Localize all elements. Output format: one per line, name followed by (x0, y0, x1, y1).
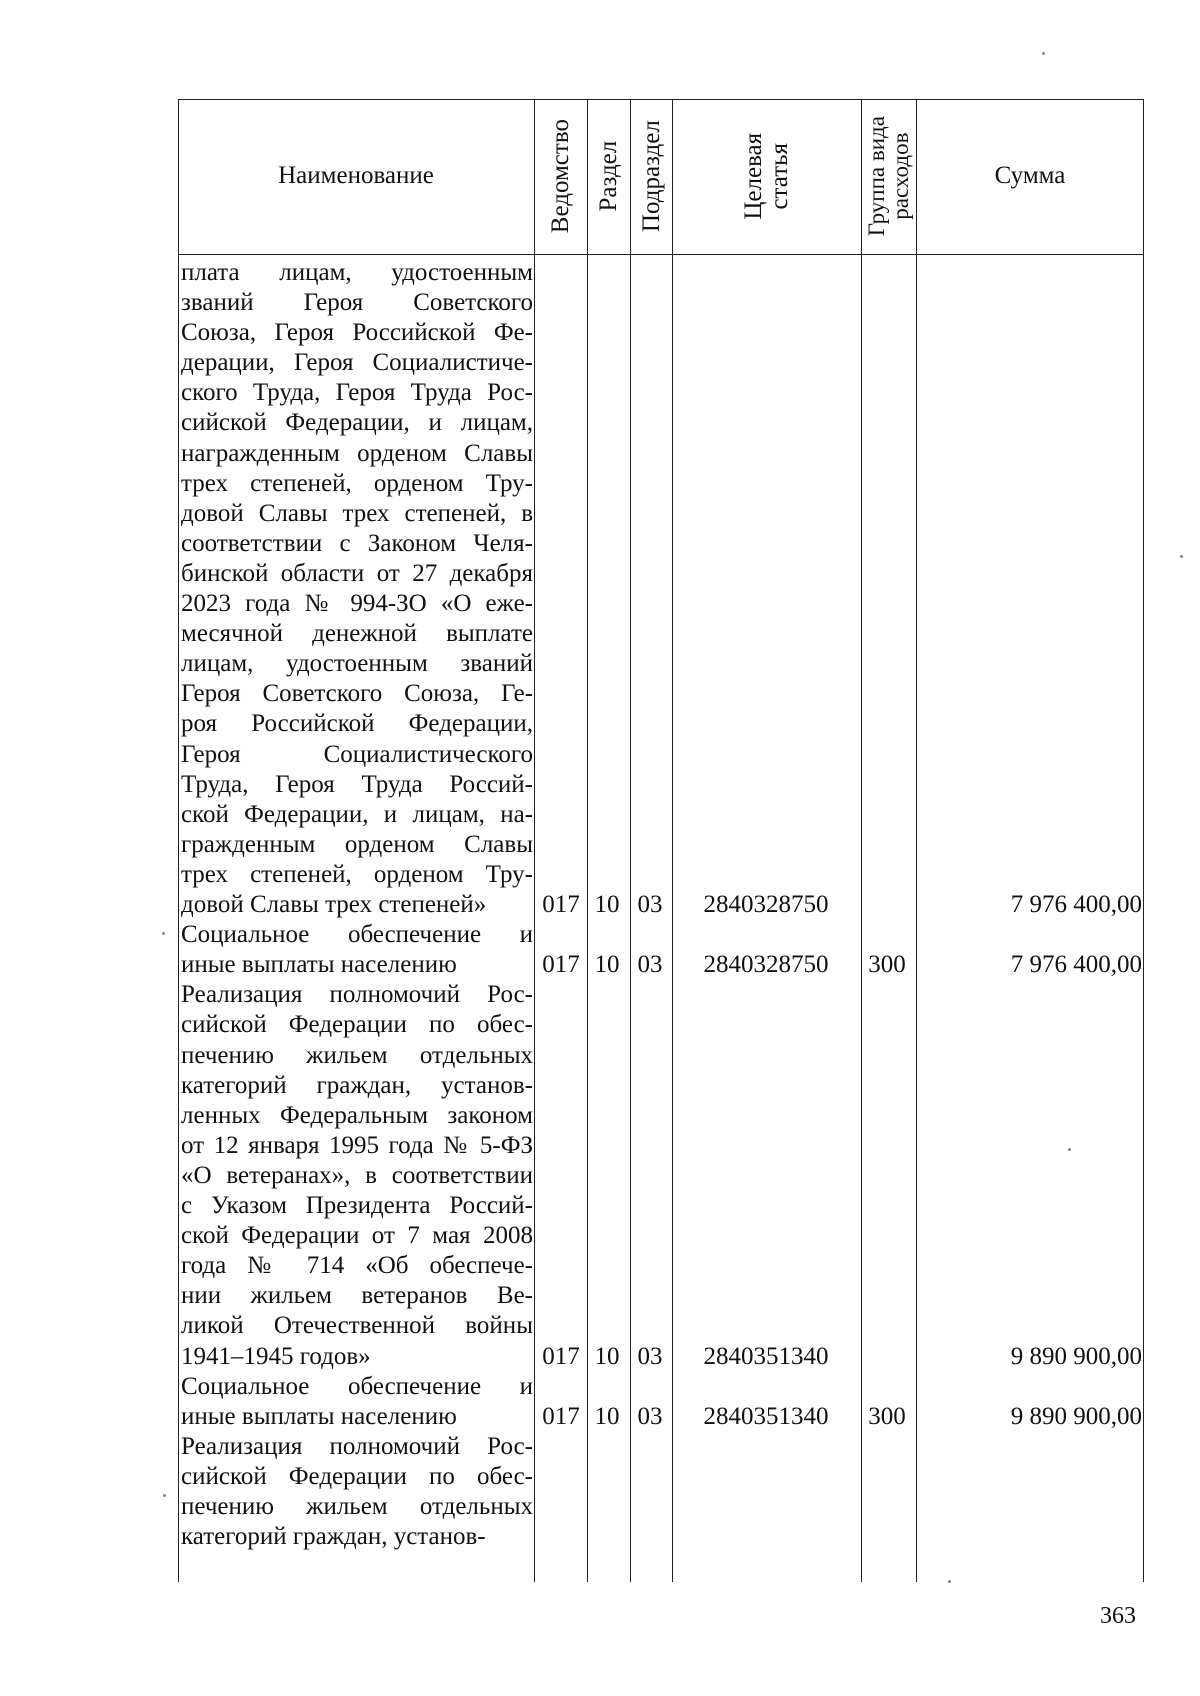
cell-gruppa: 300 (868, 951, 906, 979)
cell-razdel: 10 (594, 951, 620, 979)
row-name-line: Социальное обеспечение и (181, 1372, 533, 1400)
cell-vedomstvo: 017 (542, 891, 580, 919)
row-name-line: сийской Федерации по обес- (181, 1011, 533, 1039)
row-name (181, 920, 533, 980)
cell-summa: 9 890 900,00 (1010, 1402, 1142, 1430)
table-border-left (178, 99, 179, 1582)
cell-podrazdel: 03 (637, 891, 663, 919)
row-name-line: ликой Отечественной войны (181, 1312, 533, 1340)
row-name-line: ского Труда, Героя Труда Рос- (181, 379, 533, 407)
row-name (181, 1432, 533, 1552)
row-name-line: от 12 января 1995 года № 5-ФЗ (181, 1131, 533, 1159)
column-divider (630, 99, 631, 1582)
row-name-line: категорий граждан, установ- (181, 1071, 533, 1099)
cell-podrazdel: 03 (637, 1402, 663, 1430)
row-name-line: печению жильем отдельных (181, 1493, 533, 1521)
row-name-line: награжденным орденом Славы (181, 439, 533, 467)
row-name-line: Труда, Героя Труда Россий- (181, 770, 533, 798)
scan-speck (948, 1580, 951, 1583)
row-name-line: ской Федерации от 7 мая 2008 (181, 1222, 533, 1250)
page-number: 363 (1100, 1603, 1136, 1629)
row-name-line: довой Славы трех степеней, в (181, 499, 533, 527)
cell-razdel: 10 (594, 1402, 620, 1430)
row-name-line: 2023 года № 994-ЗО «О еже- (181, 590, 533, 618)
header-gruppa-line2: расходов (888, 132, 914, 221)
row-name-line: бинской области от 27 декабря (181, 559, 533, 587)
row-name-line: трех степеней, орденом Тру- (181, 860, 533, 888)
row-name-line: довой Славы трех степеней» (181, 890, 487, 918)
header-celevaya-line1: Целевая (739, 133, 767, 220)
row-name-line: Союза, Героя Российской Фе- (181, 319, 533, 347)
row-name-line: иные выплаты населению (181, 951, 457, 979)
header-celevaya (673, 99, 861, 254)
scan-speck (1068, 1148, 1071, 1151)
cell-summa: 9 890 900,00 (1010, 1342, 1142, 1370)
scan-speck (162, 932, 165, 935)
header-gruppa-line1: Группа вида (863, 116, 889, 237)
row-name-line: лицам, удостоенным званий (181, 650, 533, 678)
row-name-line: Реализация полномочий Рос- (181, 981, 533, 1009)
header-gruppa (862, 99, 916, 254)
cell-summa: 7 976 400,00 (1010, 891, 1142, 919)
column-divider (587, 99, 588, 1582)
column-divider (672, 99, 673, 1582)
row-name-line: 1941–1945 годов» (181, 1342, 371, 1370)
cell-gruppa: 300 (868, 1402, 906, 1430)
header-summa (917, 99, 1143, 254)
row-name (181, 980, 533, 1371)
column-divider (534, 99, 535, 1582)
row-name-line: Героя Советского Союза, Ге- (181, 680, 533, 708)
cell-vedomstvo: 017 (542, 951, 580, 979)
table-border-right (1143, 99, 1144, 1582)
scan-speck (1180, 555, 1183, 558)
row-name-line: категорий граждан, установ- (181, 1523, 486, 1551)
header-podrazdel (631, 99, 672, 254)
column-divider (916, 99, 917, 1582)
row-name-line: сийской Федерации по обес- (181, 1462, 533, 1490)
cell-podrazdel: 03 (637, 1342, 663, 1370)
header-gruppa-label (865, 116, 913, 236)
header-celevaya-line2: статья (765, 143, 793, 210)
row-name-line: «О ветеранах», в соответствии (181, 1161, 533, 1189)
budget-table (178, 99, 1144, 1582)
row-name-line: званий Героя Советского (181, 289, 533, 317)
row-name-line: с Указом Президента Россий- (181, 1192, 533, 1220)
header-razdel (588, 99, 630, 254)
row-name (181, 258, 533, 920)
cell-razdel: 10 (594, 1342, 620, 1370)
row-name-line: месячной денежной выплате (181, 620, 533, 648)
row-name-line: роя Российской Федерации, (181, 710, 533, 738)
row-name-line: плата лицам, удостоенным (181, 259, 533, 286)
row-name-line: печению жильем отдельных (181, 1041, 533, 1069)
cell-celevaya: 2840351340 (703, 1342, 829, 1370)
scan-speck (1042, 52, 1045, 55)
row-name-line: соответствии с Законом Челя- (181, 529, 533, 557)
row-name-line: года № 714 «Об обеспече- (181, 1252, 533, 1280)
cell-celevaya: 2840328750 (703, 951, 829, 979)
row-name-line: трех степеней, орденом Тру- (181, 469, 533, 497)
cell-celevaya: 2840328750 (703, 891, 829, 919)
cell-vedomstvo: 017 (542, 1402, 580, 1430)
row-name (181, 1372, 533, 1432)
cell-vedomstvo: 017 (542, 1342, 580, 1370)
header-summa-label: Сумма (994, 162, 1066, 190)
cell-celevaya: 2840351340 (703, 1402, 829, 1430)
row-name-line: сийской Федерации, и лицам, (181, 409, 533, 437)
cell-razdel: 10 (594, 891, 620, 919)
header-razdel-label: Раздел (594, 141, 622, 212)
row-name-line: Героя Социалистического (181, 740, 533, 768)
header-vedomstvo-label: Ведомство (546, 119, 574, 234)
row-name-line: иные выплаты населению (181, 1402, 457, 1430)
row-name-line: Реализация полномочий Рос- (181, 1432, 533, 1460)
header-celevaya-label (741, 133, 794, 220)
row-name-line: ской Федерации, и лицам, на- (181, 800, 533, 828)
scan-speck (163, 1494, 166, 1497)
row-name-line: Социальное обеспечение и (181, 921, 533, 949)
header-name-label: Наименование (278, 162, 434, 190)
row-name-line: нии жильем ветеранов Ве- (181, 1282, 533, 1310)
header-podrazdel-label: Подраздел (637, 120, 665, 233)
column-divider (861, 99, 862, 1582)
cell-podrazdel: 03 (637, 951, 663, 979)
header-name (178, 99, 534, 254)
header-bottom-rule (178, 254, 1144, 255)
cell-summa: 7 976 400,00 (1010, 951, 1142, 979)
header-vedomstvo (535, 99, 587, 254)
row-name-line: гражденным орденом Славы (181, 830, 533, 858)
row-name-line: дерации, Героя Социалистиче- (181, 349, 533, 377)
row-name-line: ленных Федеральным законом (181, 1101, 533, 1129)
